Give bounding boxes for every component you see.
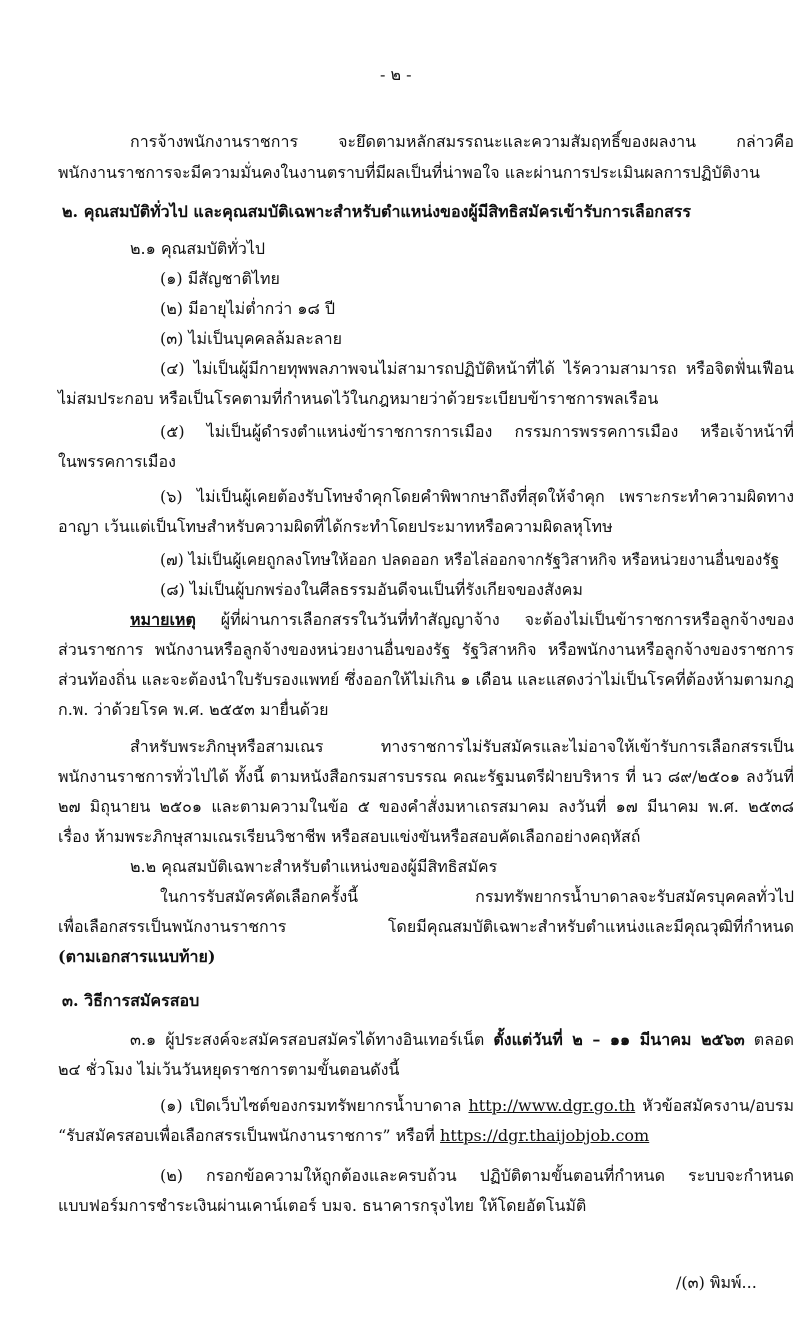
section-3-heading: ๓. วิธีการสมัครสอบ bbox=[62, 991, 200, 1010]
note-text: ผู้ที่ผ่านการเลือกสรรในวันที่ทำสัญญาจ้าง จะต้องไม่เป็นข้าราชการหรือลูกจ้างของ bbox=[195, 610, 794, 629]
note-line-1 bbox=[130, 609, 794, 631]
qualification-item-5: (๕) ไม่เป็นผู้ดำรงตำแหน่งข้าราชการการเมือง กรรมการพรรคการเมือง หรือเจ้าหน้าที่ bbox=[160, 422, 794, 441]
section-3-1-tail: ตลอด bbox=[744, 1030, 794, 1049]
subsection-2-2-line-2: เพื่อเลือกสรรเป็นพนักงานราชการ โดยมีคุณสมบัติเฉพาะสำหรับตำแหน่งและมีคุณวุฒิที่กำหนด bbox=[58, 917, 794, 936]
section-3-1-intro: ๓.๑ ผู้ประสงค์จะสมัครสอบสมัครได้ทางอินเทอร์เน็ต bbox=[130, 1030, 494, 1049]
qualification-item-6-cont: อาญา เว้นแต่เป็นโทษสำหรับความผิดที่ได้กระทำโดยประมาทหรือความผิดลหุโทษ bbox=[58, 517, 613, 536]
intro-line-2: พนักงานราชการจะมีความมั่นคงในงานตราบที่มีผลเป็นที่น่าพอใจ และผ่านการประเมินผลการปฏิบัติงาน bbox=[58, 163, 760, 182]
monk-line-4: เรื่อง ห้ามพระภิกษุสามเณรเรียนวิชาชีพ หรือสอบแข่งขันหรือสอบคัดเลือกอย่างคฤหัสถ์ bbox=[58, 827, 641, 846]
continuation-marker: /(๓) พิมพ์... bbox=[676, 1273, 757, 1292]
application-period: ตั้งแต่วันที่ ๒ – ๑๑ มีนาคม ๒๕๖๓ bbox=[493, 1030, 745, 1049]
thaijobjob-link[interactable]: https://dgr.thaijobjob.com bbox=[440, 1126, 650, 1145]
step-1-line-1 bbox=[160, 1095, 794, 1117]
note-label: หมายเหตุ bbox=[130, 610, 196, 629]
section-2-heading: ๒. คุณสมบัติทั่วไป และคุณสมบัติเฉพาะสำหรับตำแหน่งของผู้มีสิทธิสมัครเข้ารับการเลือกสรร bbox=[62, 202, 691, 221]
step-2-line-1: (๒) กรอกข้อความให้ถูกต้องและครบถ้วน ปฏิบัติตามขั้นตอนที่กำหนด ระบบจะกำหนด bbox=[160, 1166, 794, 1185]
subsection-2-2-title: ๒.๒ คุณสมบัติเฉพาะสำหรับตำแหน่งของผู้มีสิทธิสมัคร bbox=[130, 857, 498, 876]
intro-line-1: การจ้างพนักงานราชการ จะยึดตามหลักสมรรถนะและความสัมฤทธิ์ของผลงาน กล่าวคือ bbox=[130, 132, 794, 151]
note-line-4: ก.พ. ว่าด้วยโรค พ.ศ. ๒๕๕๓ มายื่นด้วย bbox=[58, 700, 329, 719]
qualification-item-3: (๓) ไม่เป็นบุคคลล้มละลาย bbox=[160, 329, 342, 348]
qualification-item-4: (๔) ไม่เป็นผู้มีกายทุพพลภาพจนไม่สามารถปฏิบัติหน้าที่ได้ ไร้ความสามารถ หรือจิตฟั่นเฟือน bbox=[160, 359, 794, 378]
section-3-1-line-2: ๒๔ ชั่วโมง ไม่เว้นวันหยุดราชการตามขั้นตอนดังนี้ bbox=[58, 1060, 400, 1079]
step-1-text: (๑) เปิดเว็บไซต์ของกรมทรัพยากรน้ำบาดาล bbox=[160, 1096, 469, 1115]
subsection-2-1-title: ๒.๑ คุณสมบัติทั่วไป bbox=[130, 239, 266, 258]
step-1-title: “รับสมัครสอบเพื่อเลือกสรรเป็นพนักงานราชการ” หรือที่ bbox=[58, 1126, 441, 1145]
monk-line-1: สำหรับพระภิกษุหรือสามเณร ทางราชการไม่รับสมัครและไม่อาจให้เข้ารับการเลือกสรรเป็น bbox=[130, 737, 794, 756]
qualification-item-7: (๗) ไม่เป็นผู้เคยถูกลงโทษให้ออก ปลดออก หรือไล่ออกจากรัฐวิสาหกิจ หรือหน่วยงานอื่นของรัฐ bbox=[160, 551, 780, 569]
note-line-3: ส่วนท้องถิ่น และจะต้องนำใบรับรองแพทย์ ซึ่งออกให้ไม่เกิน ๑ เดือน และแสดงว่าไม่เป็นโรคที่ต้องห้ามตามกฎ bbox=[58, 670, 795, 689]
subsection-2-2-line-1: ในการรับสมัครคัดเลือกครั้งนี้ กรมทรัพยากรน้ำบาดาลจะรับสมัครบุคคลทั่วไป bbox=[160, 887, 794, 906]
subsection-2-2-line-3: (ตามเอกสารแนบท้าย) bbox=[58, 947, 216, 966]
monk-line-3: ๒๗ มิถุนายน ๒๕๐๑ และตามความในข้อ ๕ ของคำสั่งมหาเถรสมาคม ลงวันที่ ๑๗ มีนาคม พ.ศ. ๒๕๓๘ bbox=[58, 797, 795, 816]
qualification-item-4-cont: ไม่สมประกอบ หรือเป็นโรคตามที่กำหนดไว้ในกฎหมายว่าด้วยระเบียบข้าราชการพลเรือน bbox=[58, 389, 659, 408]
page-number: - ๒ - bbox=[380, 65, 412, 84]
qualification-item-1: (๑) มีสัญชาติไทย bbox=[160, 269, 280, 288]
qualification-item-6: (๖) ไม่เป็นผู้เคยต้องรับโทษจำคุกโดยคำพิพากษาถึงที่สุดให้จำคุก เพราะกระทำความผิดทาง bbox=[160, 487, 794, 506]
qualification-item-5-cont: ในพรรคการเมือง bbox=[58, 452, 176, 471]
dgr-website-link[interactable]: http://www.dgr.go.th bbox=[468, 1096, 636, 1115]
section-3-1-line-1 bbox=[130, 1029, 794, 1051]
step-1-line-2 bbox=[58, 1125, 649, 1147]
step-2-line-2: แบบฟอร์มการชำระเงินผ่านเคาน์เตอร์ บมจ. ธนาคารกรุงไทย ให้โดยอัตโนมัติ bbox=[58, 1196, 587, 1215]
step-1-topic: หัวข้อสมัครงาน/อบรม bbox=[635, 1096, 794, 1115]
monk-line-2: พนักงานราชการทั่วไปได้ ทั้งนี้ ตามหนังสือกรมสารบรรณ คณะรัฐมนตรีฝ่ายบริหาร ที่ นว ๘๙/๒๕๐๑ ลงวันที่ bbox=[58, 767, 794, 786]
note-line-2: ส่วนราชการ พนักงานหรือลูกจ้างของหน่วยงานอื่นของรัฐ รัฐวิสาหกิจ หรือพนักงานหรือลูกจ้างของราชการ bbox=[58, 640, 794, 659]
qualification-item-8: (๘) ไม่เป็นผู้บกพร่องในศีลธรรมอันดีจนเป็นที่รังเกียจของสังคม bbox=[160, 580, 583, 599]
qualification-item-2: (๒) มีอายุไม่ต่ำกว่า ๑๘ ปี bbox=[160, 299, 336, 318]
